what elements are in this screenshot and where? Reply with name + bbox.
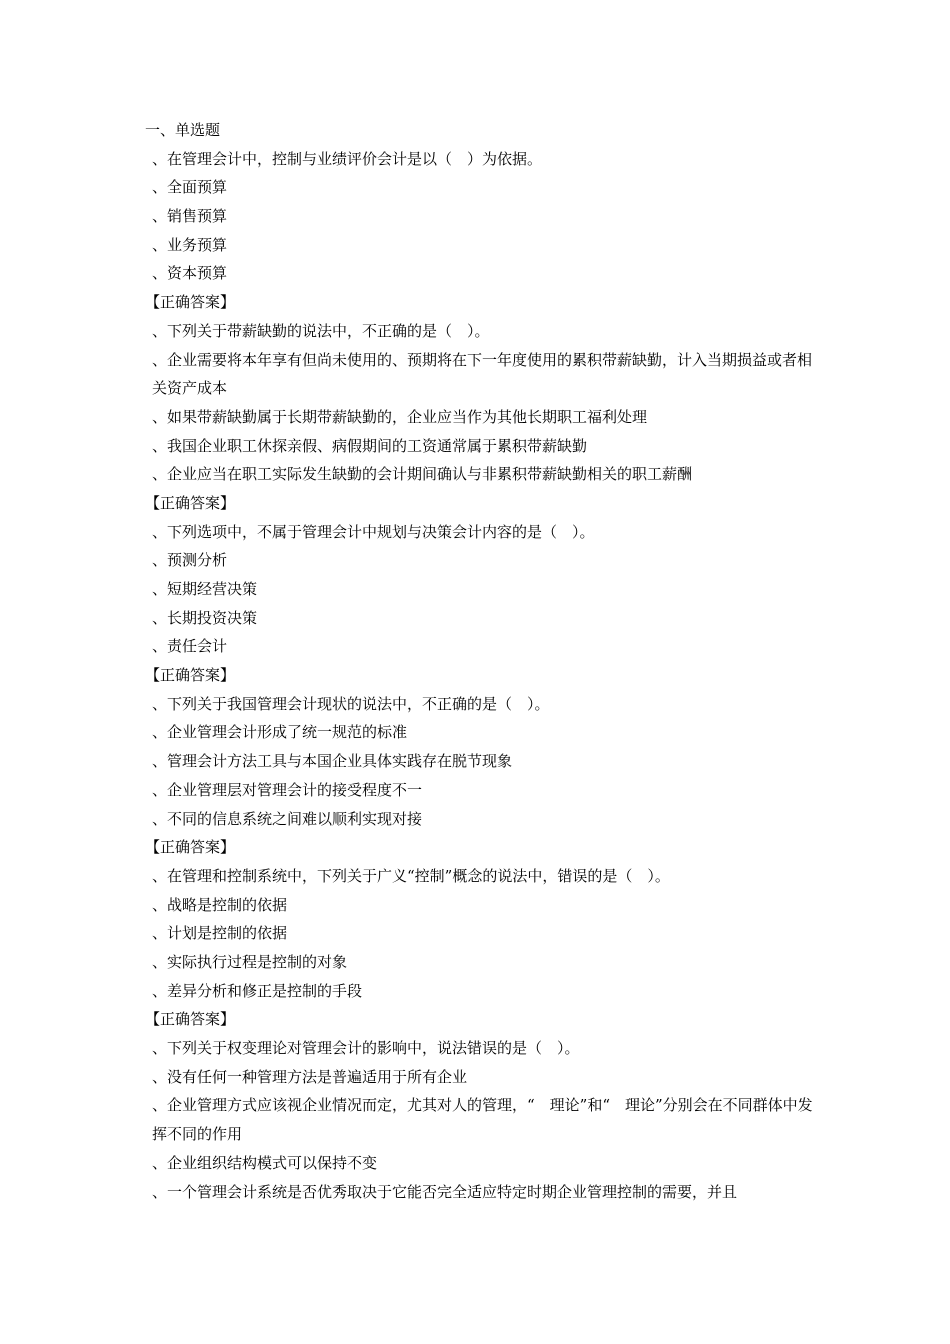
question-option: 、企业组织结构模式可以保持不变 <box>152 1153 378 1172</box>
answer-label: 【正确答案】 <box>145 293 236 312</box>
question-option: 、没有任何一种管理方法是普遍适用于所有企业 <box>152 1067 468 1086</box>
question-option: 、资本预算 <box>152 264 228 283</box>
question-option: 、预测分析 <box>152 551 228 570</box>
question-option: 、企业需要将本年享有但尚未使用的、预期将在下一年度使用的累积带薪缺勤，计入当期损益或者相关资产成本 <box>152 350 813 398</box>
question-stem: 、下列关于权变理论对管理会计的影响中，说法错误的是（ ）。 <box>152 1039 580 1058</box>
question-stem: 、下列关于我国管理会计现状的说法中，不正确的是（ ）。 <box>152 694 550 713</box>
answer-label: 【正确答案】 <box>145 838 236 857</box>
question-option: 、差异分析和修正是控制的手段 <box>152 981 363 1000</box>
question-option: 、实际执行过程是控制的对象 <box>152 952 348 971</box>
question-option: 、企业管理方式应该视企业情况而定，尤其对人的管理，“ 理论”和“ 理论”分别会在不同群体中发挥不同的作用 <box>152 1096 813 1144</box>
document-content <box>145 116 815 1206</box>
question-option: 、责任会计 <box>152 637 228 656</box>
question-option: 、企业应当在职工实际发生缺勤的会计期间确认与非累积带薪缺勤相关的职工薪酬 <box>152 465 693 484</box>
answer-label: 【正确答案】 <box>145 493 236 512</box>
question-option: 、我国企业职工休探亲假、病假期间的工资通常属于累积带薪缺勤 <box>152 436 588 455</box>
question-option: 、长期投资决策 <box>152 608 258 627</box>
question-option: 、销售预算 <box>152 207 228 226</box>
question-option: 、战略是控制的依据 <box>152 895 288 914</box>
question-option: 、短期经营决策 <box>152 580 258 599</box>
question-option: 、计划是控制的依据 <box>152 924 288 943</box>
question-stem: 、在管理会计中，控制与业绩评价会计是以（ ）为依据。 <box>152 149 543 168</box>
question-option: 、企业管理层对管理会计的接受程度不一 <box>152 780 423 799</box>
question-stem: 、下列选项中，不属于管理会计中规划与决策会计内容的是（ ）。 <box>152 522 595 541</box>
question-option: 、业务预算 <box>152 235 228 254</box>
question-stem: 、下列关于带薪缺勤的说法中，不正确的是（ ）。 <box>152 321 490 340</box>
section-title: 一、单选题 <box>145 121 221 139</box>
answer-label: 【正确答案】 <box>145 1010 236 1029</box>
question-option: 、如果带薪缺勤属于长期带薪缺勤的，企业应当作为其他长期职工福利处理 <box>152 407 648 426</box>
question-option: 、全面预算 <box>152 178 228 197</box>
question-option: 、企业管理会计形成了统一规范的标准 <box>152 723 408 742</box>
question-option: 、管理会计方法工具与本国企业具体实践存在脱节现象 <box>152 752 513 771</box>
question-option: 、一个管理会计系统是否优秀取决于它能否完全适应特定时期企业管理控制的需要，并且 <box>152 1182 738 1201</box>
answer-label: 【正确答案】 <box>145 666 236 685</box>
question-option: 、不同的信息系统之间难以顺利实现对接 <box>152 809 423 828</box>
question-stem: 、在管理和控制系统中，下列关于广义“控制”概念的说法中，错误的是（ ）。 <box>152 866 670 885</box>
